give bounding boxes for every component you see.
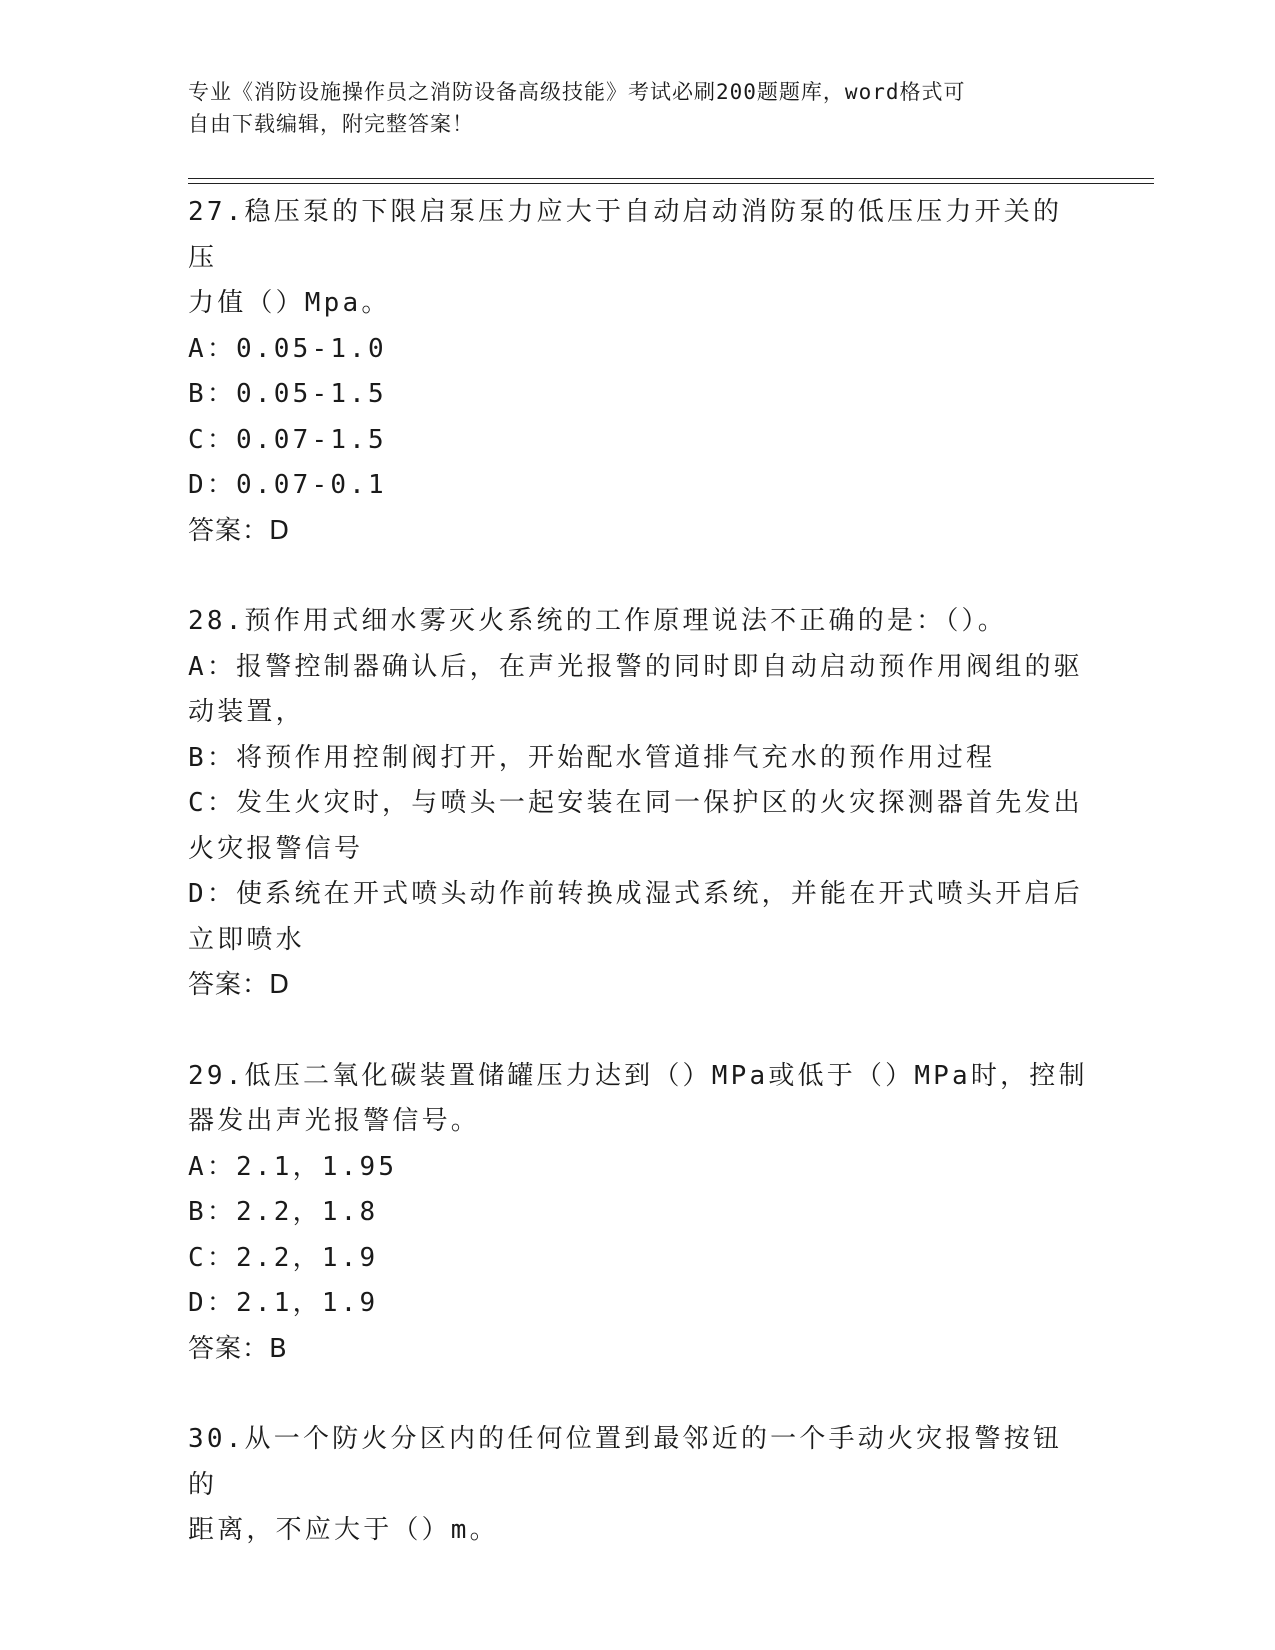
option-d: D：0.07-0.1 [188, 470, 387, 500]
option-a-continued: 动装置， [188, 697, 305, 727]
option-d-continued: 立即喷水 [188, 924, 305, 955]
question-27 [188, 190, 1088, 554]
document-header [188, 76, 1068, 140]
option-d: D：使系统在开式喷头动作前转换成湿式系统，并能在开式喷头开启后 [188, 879, 1083, 909]
option-c: C：发生火灾时，与喷头一起安装在同一保护区的火灾探测器首先发出 [188, 788, 1083, 818]
option-b: B：将预作用控制阀打开，开始配水管道排气充水的预作用过程 [188, 742, 996, 773]
question-stem: 27.稳压泵的下限启泵压力应大于自动启动消防泵的低压压力开关的压 [188, 197, 1063, 273]
question-stem-continued: 距离，不应大于（）m。 [188, 1515, 499, 1545]
answer: 答案：D [188, 515, 291, 546]
header-divider-bottom [188, 183, 1154, 184]
question-stem-continued: 器发出声光报警信号。 [188, 1106, 481, 1136]
answer: 答案：D [188, 970, 291, 1000]
question-stem: 28.预作用式细水雾灭火系统的工作原理说法不正确的是：（）。 [188, 606, 1007, 636]
option-a: A：0.05-1.0 [188, 333, 387, 364]
header-title-line-2: 自由下载编辑，附完整答案！ [188, 112, 474, 136]
option-b: B：2.2，1.8 [188, 1197, 379, 1227]
question-stem: 29.低压二氧化碳装置储罐压力达到（）MPa或低于（）MPa时，控制 [188, 1060, 1088, 1091]
question-list [188, 190, 1088, 1599]
option-a: A：报警控制器确认后，在声光报警的同时即自动启动预作用阀组的驱 [188, 651, 1083, 682]
question-28 [188, 599, 1088, 1009]
question-stem-continued: 力值（）Mpa。 [188, 288, 391, 318]
question-stem: 30.从一个防火分区内的任何位置到最邻近的一个手动火灾报警按钮的 [188, 1424, 1063, 1500]
option-d: D：2.1，1.9 [188, 1288, 379, 1318]
question-29 [188, 1054, 1088, 1373]
option-a: A：2.1，1.95 [188, 1151, 398, 1182]
header-title-line-1: 专业《消防设施操作员之消防设备高级技能》考试必刷200题题库，word格式可 [188, 80, 966, 104]
option-b: B：0.05-1.5 [188, 379, 387, 409]
header-divider-top [188, 178, 1154, 179]
question-30 [188, 1417, 1088, 1554]
option-c: C：0.07-1.5 [188, 424, 387, 455]
option-c-continued: 火灾报警信号 [188, 833, 364, 864]
answer: 答案：B [188, 1333, 288, 1364]
option-c: C：2.2，1.9 [188, 1242, 379, 1273]
